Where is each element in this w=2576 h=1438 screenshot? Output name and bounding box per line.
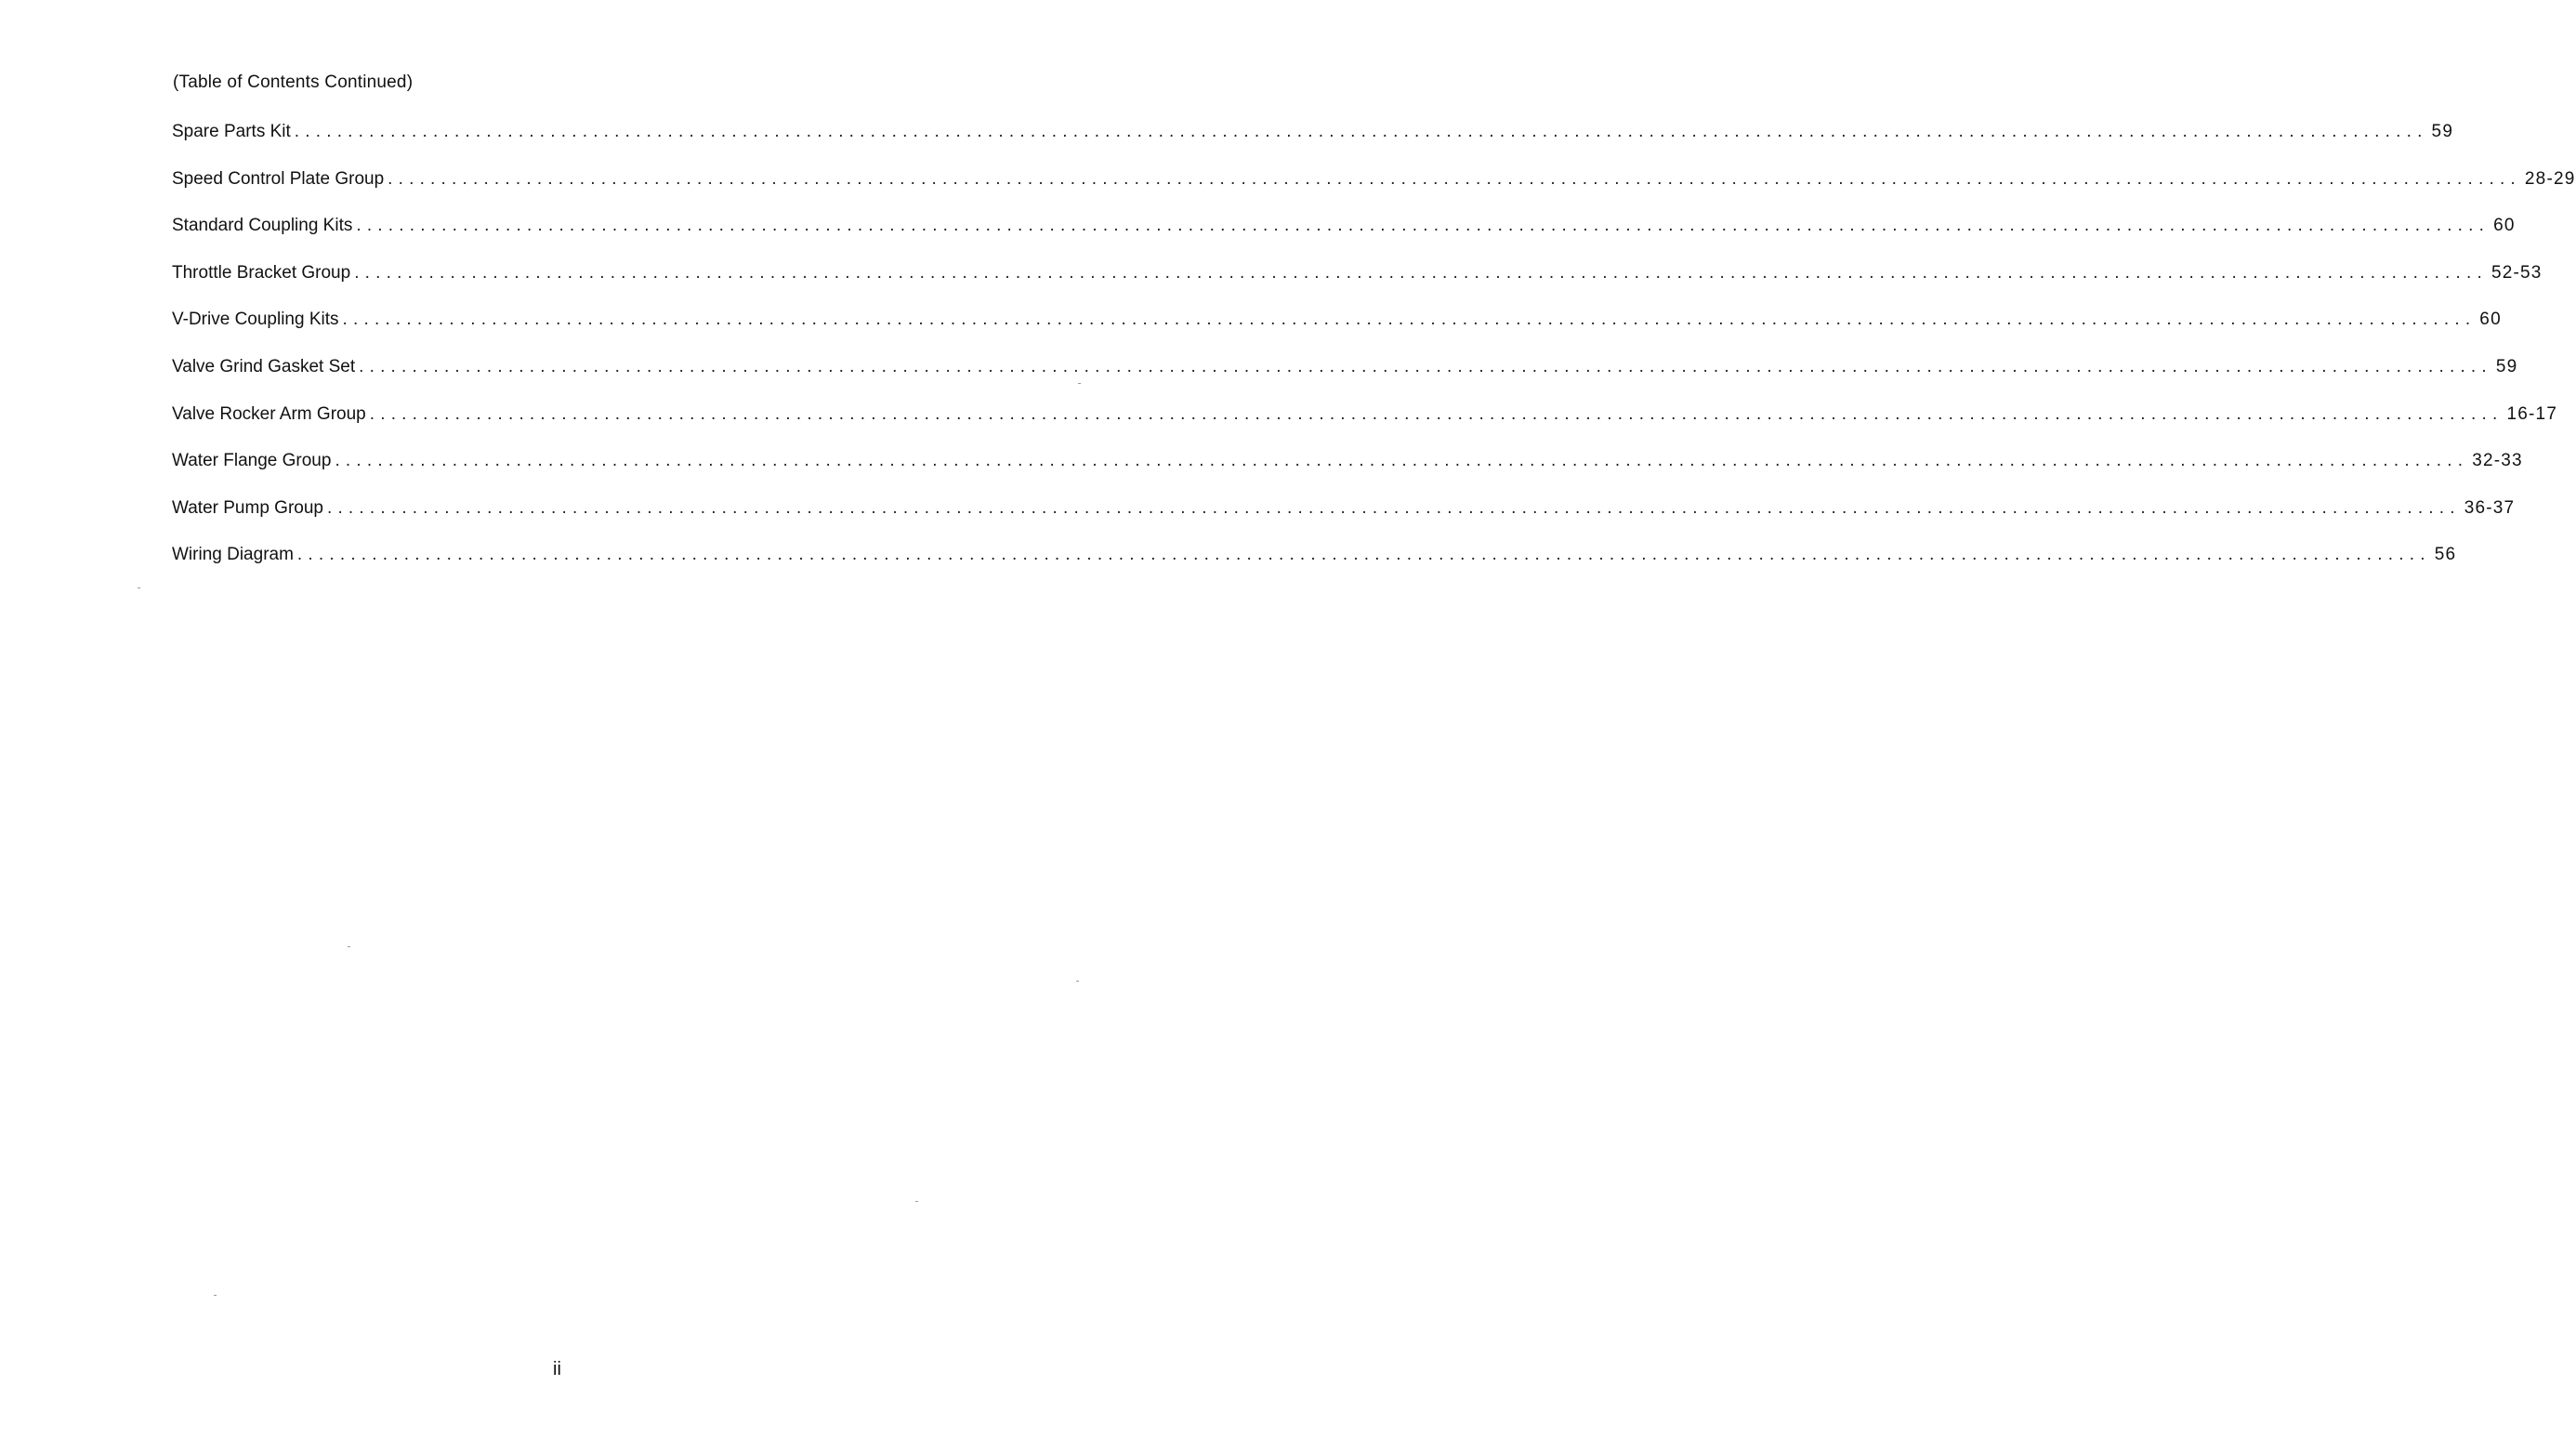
scan-speck [915,1201,918,1202]
toc-continued-heading: (Table of Contents Continued) [173,73,414,92]
toc-entry-title: Standard Coupling Kits [172,216,353,236]
toc-entry-page: 16-17 [2506,403,2558,424]
table-of-contents [172,122,2576,592]
toc-dot-leader: ........................................................................................................................................................................................................ [335,451,2469,471]
toc-entry-title: Water Flange Group [172,451,332,471]
toc-entry-page: 59 [2431,122,2454,141]
scan-speck [138,587,140,588]
toc-dot-leader: ........................................................................................................................................................................................................ [356,216,2491,236]
toc-entry-page: 56 [2434,545,2457,565]
scan-speck [348,946,350,947]
toc-entry-title: V-Drive Coupling Kits [172,310,339,330]
toc-entry-page: 36-37 [2464,497,2516,518]
toc-dot-leader: ........................................................................................................................................................................................................ [388,168,2521,189]
toc-entry-page: 60 [2493,216,2516,236]
page-number: ii [553,1359,561,1379]
scan-speck [214,1295,217,1296]
toc-entry-title: Water Pump Group [172,497,323,518]
toc-dot-leader: ........................................................................................................................................................................................................ [359,356,2492,376]
toc-dot-leader: ........................................................................................................................................................................................................ [354,262,2488,283]
toc-entry-title: Valve Grind Gasket Set [172,356,356,376]
toc-entry [172,356,2518,404]
scan-speck [1076,981,1079,982]
toc-entry [172,497,2516,546]
toc-entry-page: 28-29 [2524,168,2576,189]
toc-entry [172,403,2558,452]
toc-entry-title: Wiring Diagram [172,545,294,565]
toc-entry [172,545,2457,592]
toc-entry-page: 59 [2495,356,2518,376]
toc-entry-page: 60 [2479,310,2502,330]
toc-dot-leader: ........................................................................................................................................................................................................ [294,122,2428,141]
toc-entry [172,451,2523,498]
toc-entry-title: Valve Rocker Arm Group [172,403,366,424]
toc-entry [172,122,2454,169]
toc-entry [172,216,2516,263]
toc-dot-leader: ........................................................................................................................................................................................................ [342,310,2477,330]
toc-entry-page: 32-33 [2472,451,2523,471]
scan-speck [1078,383,1081,384]
toc-entry-title: Throttle Bracket Group [172,262,351,283]
toc-entry-title: Spare Parts Kit [172,122,291,141]
toc-entry-page: 52-53 [2491,262,2543,283]
toc-entry [172,310,2502,357]
toc-entry [172,262,2543,310]
toc-entry [172,168,2576,217]
toc-entry-title: Speed Control Plate Group [172,168,385,189]
toc-dot-leader: ........................................................................................................................................................................................................ [326,497,2461,518]
toc-dot-leader: ........................................................................................................................................................................................................ [369,403,2504,424]
toc-dot-leader: ........................................................................................................................................................................................................ [296,545,2431,565]
